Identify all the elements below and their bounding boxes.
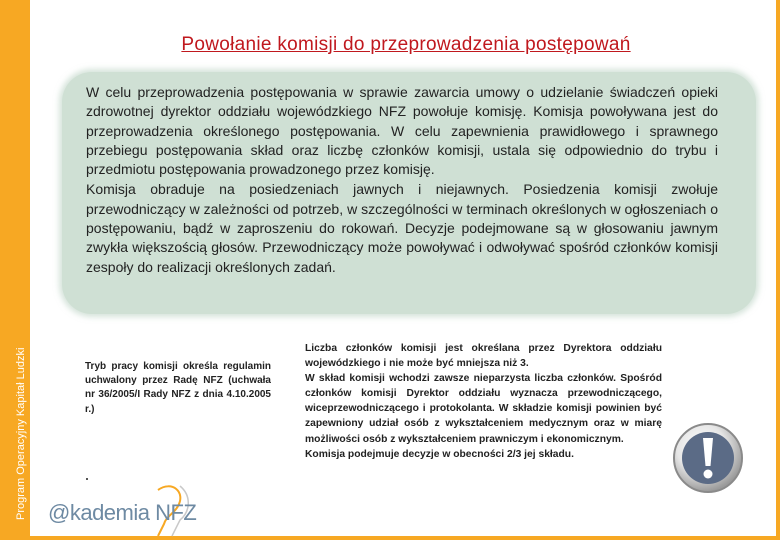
note-right — [305, 341, 662, 462]
page-title: Powołanie komisji do przeprowadzenia postępowań — [181, 34, 631, 55]
note-right-paragraph-3: Komisja podejmuje decyzje w obecności 2/3 jej składu. — [305, 448, 574, 460]
exclamation-icon — [670, 420, 746, 496]
note-left: Tryb pracy komisji określa regulamin uchwalony przez Radę NFZ (uchwała nr 36/2005/I Rady NFZ z dnia 4.10.2005 r.) — [85, 361, 271, 415]
info-paragraph-2: Komisja obraduje na posiedzeniach jawnych i niejawnych. Posiedzenia komisji zwołuje przewodniczący w zależności od potrzeb, w szczególności w terminach określonych w ogłoszeniach o postępowaniu, bądź w zaproszeniu do rokowań. Decyzje podejmowane są w głosowaniu jawnym zwykła większością głosów. Przewodniczący może powoływać i odwoływać spośród członków komisji zespoły do realizacji określonych zadań. — [86, 181, 718, 275]
logo-text: @kademia NFZ — [48, 500, 197, 525]
note-right-paragraph-1: Liczba członków komisji jest określana przez Dyrektora oddziału wojewódzkiego i nie może być mniejsza niż 3. — [305, 343, 662, 370]
program-label: Program Operacyjny Kapitał Ludzki — [15, 347, 27, 520]
info-box-text — [86, 83, 718, 277]
bullet-dot — [86, 478, 88, 480]
info-paragraph-1: W celu przeprowadzenia postępowania w sprawie zawarcia umowy o udzielanie świadczeń opieki zdrowotnej dyrektor oddziału wojewódzkiego NFZ powołuje komisję. Komisja powoływana jest do przeprowadzenia określonego postępowania. W celu zapewnienia prawidłowego i sprawnego przebiegu postępowania skład oraz liczbę członków komisji, ustala się odpowiednio do trybu i przedmiotu postępowania prowadzonego przez komisję. — [86, 84, 718, 178]
note-right-paragraph-2: W skład komisji wchodzi zawsze nieparzysta liczba członków. Spośród członków komisji Dyrektor oddziału wyznacza przewodniczącego, wiceprzewodniczącego i protokolanta. W składzie komisji powinien być zapewniony udział osób z wykształceniem medycznym oraz w miarę możliwości osób z wykształceniem prawniczym i ekonomicznym. — [305, 373, 662, 445]
